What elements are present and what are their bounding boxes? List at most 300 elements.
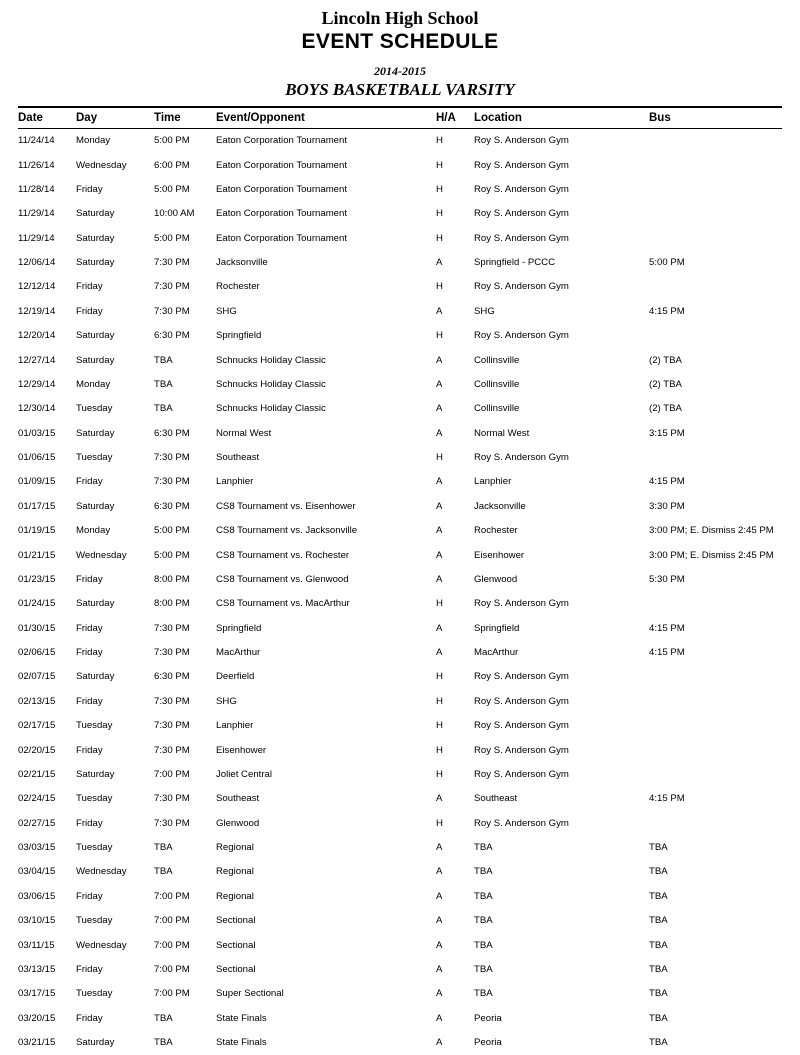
cell-time: TBA xyxy=(154,373,216,397)
table-row xyxy=(18,836,782,860)
cell-location: Roy S. Anderson Gym xyxy=(474,178,649,202)
cell-bus: 4:15 PM xyxy=(649,787,782,811)
cell-time: 7:30 PM xyxy=(154,251,216,275)
cell-location: Roy S. Anderson Gym xyxy=(474,324,649,348)
cell-bus xyxy=(649,227,782,251)
cell-bus: TBA xyxy=(649,836,782,860)
cell-time: 6:30 PM xyxy=(154,665,216,689)
cell-day: Friday xyxy=(76,617,154,641)
cell-date: 11/29/14 xyxy=(18,227,76,251)
cell-day: Wednesday xyxy=(76,933,154,957)
cell-time: 7:30 PM xyxy=(154,641,216,665)
cell-day: Friday xyxy=(76,958,154,982)
cell-day: Friday xyxy=(76,690,154,714)
cell-event: Sectional xyxy=(216,933,436,957)
cell-ha: A xyxy=(436,1031,474,1055)
cell-bus: TBA xyxy=(649,885,782,909)
cell-location: TBA xyxy=(474,885,649,909)
cell-event: State Finals xyxy=(216,1007,436,1031)
cell-date: 12/19/14 xyxy=(18,300,76,324)
cell-ha: A xyxy=(436,397,474,421)
cell-time: 7:00 PM xyxy=(154,982,216,1006)
table-row xyxy=(18,275,782,299)
table-row xyxy=(18,446,782,470)
cell-ha: H xyxy=(436,153,474,177)
cell-ha: A xyxy=(436,836,474,860)
cell-day: Tuesday xyxy=(76,397,154,421)
cell-day: Tuesday xyxy=(76,982,154,1006)
cell-bus: TBA xyxy=(649,909,782,933)
cell-date: 11/28/14 xyxy=(18,178,76,202)
cell-bus: TBA xyxy=(649,1007,782,1031)
cell-time: 7:30 PM xyxy=(154,617,216,641)
cell-day: Saturday xyxy=(76,1031,154,1055)
table-row xyxy=(18,958,782,982)
cell-ha: A xyxy=(436,641,474,665)
cell-time: 7:30 PM xyxy=(154,738,216,762)
cell-time: 10:00 AM xyxy=(154,202,216,226)
cell-event: CS8 Tournament vs. Rochester xyxy=(216,543,436,567)
sport-title: BOYS BASKETBALL VARSITY xyxy=(18,80,782,100)
cell-time: 8:00 PM xyxy=(154,592,216,616)
cell-ha: A xyxy=(436,422,474,446)
table-row xyxy=(18,153,782,177)
cell-date: 03/20/15 xyxy=(18,1007,76,1031)
cell-ha: A xyxy=(436,519,474,543)
page-title: EVENT SCHEDULE xyxy=(18,29,782,54)
cell-date: 03/11/15 xyxy=(18,933,76,957)
cell-date: 01/21/15 xyxy=(18,543,76,567)
cell-event: SHG xyxy=(216,690,436,714)
table-row xyxy=(18,422,782,446)
cell-ha: H xyxy=(436,738,474,762)
cell-ha: H xyxy=(436,446,474,470)
schedule-table-body xyxy=(18,129,782,1055)
cell-date: 02/17/15 xyxy=(18,714,76,738)
cell-location: SHG xyxy=(474,300,649,324)
cell-ha: H xyxy=(436,763,474,787)
cell-event: Rochester xyxy=(216,275,436,299)
cell-date: 01/19/15 xyxy=(18,519,76,543)
cell-time: 7:00 PM xyxy=(154,933,216,957)
table-row xyxy=(18,933,782,957)
cell-location: Roy S. Anderson Gym xyxy=(474,738,649,762)
cell-location: Springfield xyxy=(474,617,649,641)
cell-time: 7:00 PM xyxy=(154,958,216,982)
cell-day: Saturday xyxy=(76,324,154,348)
table-row xyxy=(18,787,782,811)
cell-location: Roy S. Anderson Gym xyxy=(474,227,649,251)
cell-event: Springfield xyxy=(216,324,436,348)
cell-date: 12/06/14 xyxy=(18,251,76,275)
table-row xyxy=(18,495,782,519)
cell-date: 11/29/14 xyxy=(18,202,76,226)
cell-date: 03/06/15 xyxy=(18,885,76,909)
table-row xyxy=(18,641,782,665)
cell-day: Saturday xyxy=(76,495,154,519)
table-row xyxy=(18,812,782,836)
cell-event: Schnucks Holiday Classic xyxy=(216,397,436,421)
cell-event: Normal West xyxy=(216,422,436,446)
cell-location: Normal West xyxy=(474,422,649,446)
cell-event: Glenwood xyxy=(216,812,436,836)
table-row xyxy=(18,860,782,884)
cell-time: TBA xyxy=(154,348,216,372)
cell-time: 7:30 PM xyxy=(154,690,216,714)
cell-ha: A xyxy=(436,982,474,1006)
cell-time: 7:00 PM xyxy=(154,763,216,787)
cell-event: Schnucks Holiday Classic xyxy=(216,348,436,372)
table-row xyxy=(18,300,782,324)
cell-event: CS8 Tournament vs. Jacksonville xyxy=(216,519,436,543)
cell-date: 02/21/15 xyxy=(18,763,76,787)
cell-location: Rochester xyxy=(474,519,649,543)
table-row xyxy=(18,543,782,567)
cell-location: TBA xyxy=(474,982,649,1006)
cell-day: Saturday xyxy=(76,422,154,446)
cell-time: 7:30 PM xyxy=(154,300,216,324)
cell-location: Roy S. Anderson Gym xyxy=(474,714,649,738)
cell-event: Eaton Corporation Tournament xyxy=(216,129,436,154)
cell-bus xyxy=(649,202,782,226)
cell-time: 7:00 PM xyxy=(154,885,216,909)
cell-ha: A xyxy=(436,1007,474,1031)
cell-location: Roy S. Anderson Gym xyxy=(474,763,649,787)
cell-time: TBA xyxy=(154,397,216,421)
cell-day: Friday xyxy=(76,568,154,592)
cell-location: Peoria xyxy=(474,1007,649,1031)
cell-day: Monday xyxy=(76,129,154,154)
cell-bus: TBA xyxy=(649,1031,782,1055)
cell-location: TBA xyxy=(474,860,649,884)
document-header xyxy=(18,0,782,100)
table-row xyxy=(18,129,782,154)
table-row xyxy=(18,397,782,421)
cell-ha: H xyxy=(436,129,474,154)
cell-location: Collinsville xyxy=(474,373,649,397)
cell-bus: TBA xyxy=(649,958,782,982)
cell-bus xyxy=(649,763,782,787)
table-row xyxy=(18,324,782,348)
table-row xyxy=(18,568,782,592)
cell-ha: A xyxy=(436,251,474,275)
cell-ha: H xyxy=(436,178,474,202)
cell-event: Eaton Corporation Tournament xyxy=(216,178,436,202)
cell-location: Peoria xyxy=(474,1031,649,1055)
cell-bus: 5:30 PM xyxy=(649,568,782,592)
cell-bus: 3:30 PM xyxy=(649,495,782,519)
cell-date: 02/27/15 xyxy=(18,812,76,836)
cell-bus xyxy=(649,446,782,470)
cell-event: CS8 Tournament vs. MacArthur xyxy=(216,592,436,616)
cell-bus: (2) TBA xyxy=(649,348,782,372)
cell-event: Southeast xyxy=(216,787,436,811)
cell-day: Friday xyxy=(76,470,154,494)
cell-day: Tuesday xyxy=(76,787,154,811)
column-header-bus: Bus xyxy=(649,108,782,129)
cell-ha: H xyxy=(436,714,474,738)
cell-date: 01/24/15 xyxy=(18,592,76,616)
cell-location: TBA xyxy=(474,958,649,982)
cell-ha: H xyxy=(436,275,474,299)
cell-bus xyxy=(649,714,782,738)
cell-ha: A xyxy=(436,885,474,909)
table-row xyxy=(18,738,782,762)
cell-date: 02/20/15 xyxy=(18,738,76,762)
cell-date: 03/04/15 xyxy=(18,860,76,884)
cell-time: 5:00 PM xyxy=(154,129,216,154)
cell-date: 03/03/15 xyxy=(18,836,76,860)
cell-bus: 3:00 PM; E. Dismiss 2:45 PM xyxy=(649,519,782,543)
table-header-row xyxy=(18,108,782,129)
cell-date: 01/17/15 xyxy=(18,495,76,519)
cell-ha: H xyxy=(436,202,474,226)
cell-bus: 5:00 PM xyxy=(649,251,782,275)
cell-bus: TBA xyxy=(649,860,782,884)
cell-location: Eisenhower xyxy=(474,543,649,567)
schedule-table xyxy=(18,108,782,1055)
cell-event: Lanphier xyxy=(216,714,436,738)
cell-ha: H xyxy=(436,690,474,714)
cell-day: Friday xyxy=(76,812,154,836)
cell-bus: 3:00 PM; E. Dismiss 2:45 PM xyxy=(649,543,782,567)
cell-location: Roy S. Anderson Gym xyxy=(474,446,649,470)
cell-time: 7:30 PM xyxy=(154,812,216,836)
cell-date: 02/13/15 xyxy=(18,690,76,714)
cell-location: Roy S. Anderson Gym xyxy=(474,592,649,616)
cell-event: Sectional xyxy=(216,958,436,982)
cell-location: Roy S. Anderson Gym xyxy=(474,129,649,154)
table-row xyxy=(18,251,782,275)
cell-day: Wednesday xyxy=(76,153,154,177)
cell-day: Saturday xyxy=(76,202,154,226)
cell-location: Roy S. Anderson Gym xyxy=(474,275,649,299)
cell-ha: A xyxy=(436,300,474,324)
cell-day: Friday xyxy=(76,275,154,299)
cell-time: 6:00 PM xyxy=(154,153,216,177)
cell-ha: H xyxy=(436,227,474,251)
cell-event: CS8 Tournament vs. Eisenhower xyxy=(216,495,436,519)
cell-time: 8:00 PM xyxy=(154,568,216,592)
cell-day: Friday xyxy=(76,641,154,665)
cell-ha: H xyxy=(436,592,474,616)
cell-time: 7:30 PM xyxy=(154,446,216,470)
cell-date: 01/03/15 xyxy=(18,422,76,446)
cell-bus: (2) TBA xyxy=(649,397,782,421)
table-row xyxy=(18,519,782,543)
cell-time: 6:30 PM xyxy=(154,422,216,446)
table-row xyxy=(18,348,782,372)
cell-bus xyxy=(649,690,782,714)
cell-time: 7:30 PM xyxy=(154,787,216,811)
cell-date: 03/10/15 xyxy=(18,909,76,933)
cell-ha: A xyxy=(436,617,474,641)
cell-bus xyxy=(649,178,782,202)
cell-location: Southeast xyxy=(474,787,649,811)
table-row xyxy=(18,982,782,1006)
cell-date: 01/30/15 xyxy=(18,617,76,641)
cell-ha: A xyxy=(436,495,474,519)
cell-event: Lanphier xyxy=(216,470,436,494)
cell-event: Jacksonville xyxy=(216,251,436,275)
season-year: 2014-2015 xyxy=(18,63,782,79)
cell-time: TBA xyxy=(154,1007,216,1031)
cell-event: Regional xyxy=(216,860,436,884)
cell-event: MacArthur xyxy=(216,641,436,665)
cell-ha: H xyxy=(436,812,474,836)
cell-ha: H xyxy=(436,665,474,689)
cell-bus: TBA xyxy=(649,933,782,957)
cell-location: TBA xyxy=(474,933,649,957)
cell-bus xyxy=(649,592,782,616)
cell-day: Monday xyxy=(76,519,154,543)
table-row xyxy=(18,690,782,714)
cell-bus: TBA xyxy=(649,982,782,1006)
cell-bus xyxy=(649,129,782,154)
cell-day: Saturday xyxy=(76,348,154,372)
cell-ha: A xyxy=(436,373,474,397)
cell-location: Collinsville xyxy=(474,348,649,372)
cell-location: Roy S. Anderson Gym xyxy=(474,665,649,689)
cell-bus xyxy=(649,275,782,299)
cell-event: Regional xyxy=(216,885,436,909)
cell-ha: A xyxy=(436,470,474,494)
cell-time: TBA xyxy=(154,860,216,884)
cell-day: Friday xyxy=(76,300,154,324)
table-row xyxy=(18,885,782,909)
table-row xyxy=(18,592,782,616)
cell-event: CS8 Tournament vs. Glenwood xyxy=(216,568,436,592)
cell-date: 12/27/14 xyxy=(18,348,76,372)
cell-date: 12/29/14 xyxy=(18,373,76,397)
cell-day: Saturday xyxy=(76,251,154,275)
cell-ha: A xyxy=(436,860,474,884)
table-row xyxy=(18,178,782,202)
cell-date: 11/24/14 xyxy=(18,129,76,154)
cell-event: Eisenhower xyxy=(216,738,436,762)
cell-day: Tuesday xyxy=(76,836,154,860)
table-row xyxy=(18,227,782,251)
cell-bus xyxy=(649,665,782,689)
cell-bus xyxy=(649,812,782,836)
cell-bus: 4:15 PM xyxy=(649,641,782,665)
cell-location: Glenwood xyxy=(474,568,649,592)
cell-bus: 4:15 PM xyxy=(649,617,782,641)
cell-time: 6:30 PM xyxy=(154,324,216,348)
cell-location: Springfield - PCCC xyxy=(474,251,649,275)
table-row xyxy=(18,1007,782,1031)
cell-time: 7:30 PM xyxy=(154,470,216,494)
table-row xyxy=(18,470,782,494)
column-header-ha: H/A xyxy=(436,108,474,129)
table-row xyxy=(18,714,782,738)
cell-ha: H xyxy=(436,324,474,348)
cell-event: Deerfield xyxy=(216,665,436,689)
cell-ha: A xyxy=(436,348,474,372)
cell-event: Regional xyxy=(216,836,436,860)
cell-time: 7:00 PM xyxy=(154,909,216,933)
cell-ha: A xyxy=(436,787,474,811)
cell-event: Joliet Central xyxy=(216,763,436,787)
cell-event: Southeast xyxy=(216,446,436,470)
cell-day: Friday xyxy=(76,885,154,909)
cell-event: Schnucks Holiday Classic xyxy=(216,373,436,397)
cell-event: Sectional xyxy=(216,909,436,933)
table-row xyxy=(18,202,782,226)
cell-location: TBA xyxy=(474,909,649,933)
cell-bus xyxy=(649,153,782,177)
cell-event: Eaton Corporation Tournament xyxy=(216,153,436,177)
cell-location: Jacksonville xyxy=(474,495,649,519)
cell-time: 7:30 PM xyxy=(154,714,216,738)
school-name: Lincoln High School xyxy=(18,7,782,29)
cell-location: Lanphier xyxy=(474,470,649,494)
cell-ha: A xyxy=(436,568,474,592)
cell-time: 5:00 PM xyxy=(154,227,216,251)
cell-day: Friday xyxy=(76,738,154,762)
cell-date: 03/17/15 xyxy=(18,982,76,1006)
cell-date: 01/09/15 xyxy=(18,470,76,494)
cell-event: SHG xyxy=(216,300,436,324)
cell-day: Saturday xyxy=(76,592,154,616)
table-row xyxy=(18,763,782,787)
cell-time: TBA xyxy=(154,836,216,860)
cell-date: 03/21/15 xyxy=(18,1031,76,1055)
cell-event: Super Sectional xyxy=(216,982,436,1006)
cell-event: Eaton Corporation Tournament xyxy=(216,202,436,226)
cell-ha: A xyxy=(436,543,474,567)
cell-day: Monday xyxy=(76,373,154,397)
cell-location: TBA xyxy=(474,836,649,860)
cell-date: 12/12/14 xyxy=(18,275,76,299)
cell-day: Saturday xyxy=(76,665,154,689)
cell-bus: (2) TBA xyxy=(649,373,782,397)
cell-time: TBA xyxy=(154,1031,216,1055)
cell-day: Tuesday xyxy=(76,446,154,470)
cell-day: Wednesday xyxy=(76,860,154,884)
cell-event: State Finals xyxy=(216,1031,436,1055)
cell-time: 5:00 PM xyxy=(154,543,216,567)
cell-date: 02/06/15 xyxy=(18,641,76,665)
cell-event: Eaton Corporation Tournament xyxy=(216,227,436,251)
column-header-date: Date xyxy=(18,108,76,129)
column-header-event: Event/Opponent xyxy=(216,108,436,129)
cell-date: 12/30/14 xyxy=(18,397,76,421)
cell-day: Saturday xyxy=(76,227,154,251)
cell-date: 03/13/15 xyxy=(18,958,76,982)
cell-day: Tuesday xyxy=(76,714,154,738)
cell-location: Collinsville xyxy=(474,397,649,421)
cell-location: Roy S. Anderson Gym xyxy=(474,202,649,226)
cell-date: 02/24/15 xyxy=(18,787,76,811)
cell-date: 02/07/15 xyxy=(18,665,76,689)
cell-date: 01/06/15 xyxy=(18,446,76,470)
cell-ha: A xyxy=(436,933,474,957)
table-row xyxy=(18,909,782,933)
table-row xyxy=(18,617,782,641)
cell-date: 11/26/14 xyxy=(18,153,76,177)
cell-time: 6:30 PM xyxy=(154,495,216,519)
cell-event: Springfield xyxy=(216,617,436,641)
cell-day: Saturday xyxy=(76,763,154,787)
cell-time: 7:30 PM xyxy=(154,275,216,299)
cell-location: Roy S. Anderson Gym xyxy=(474,690,649,714)
cell-bus xyxy=(649,324,782,348)
cell-bus: 4:15 PM xyxy=(649,300,782,324)
cell-day: Wednesday xyxy=(76,543,154,567)
cell-time: 5:00 PM xyxy=(154,519,216,543)
cell-ha: A xyxy=(436,958,474,982)
